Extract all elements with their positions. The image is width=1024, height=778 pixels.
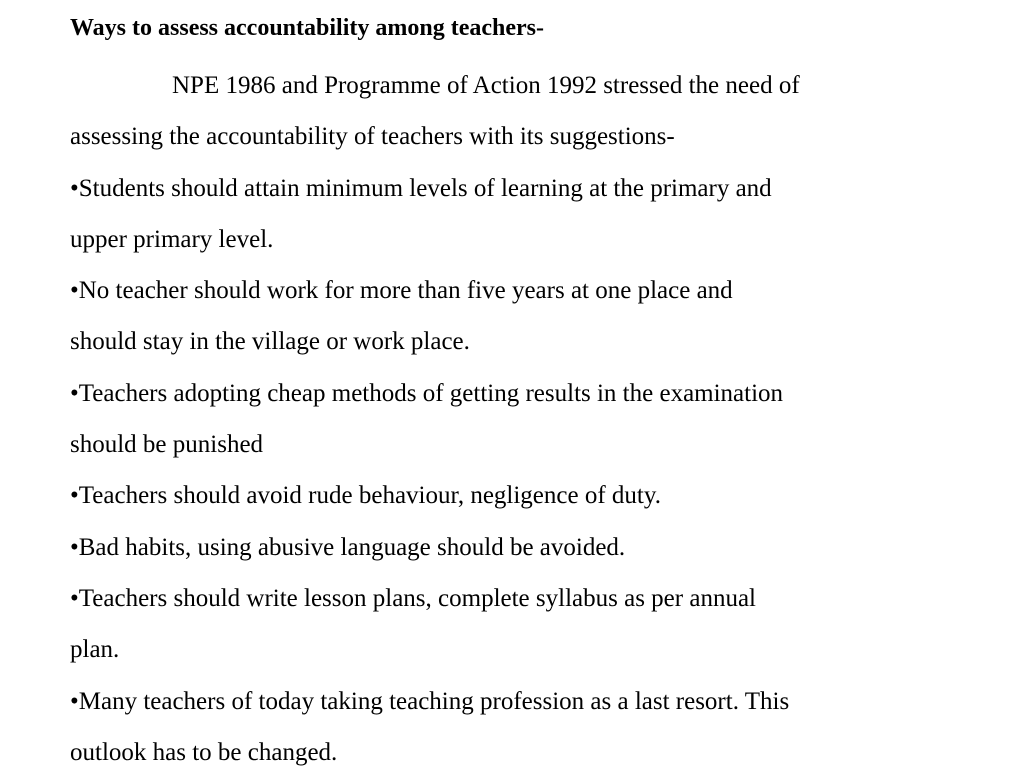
bullet-4-line-1: •Teachers should avoid rude behaviour, negligence of duty. [70,482,661,510]
bullet-6-line-2: plan. [70,636,120,664]
bullet-6-line-1: •Teachers should write lesson plans, complete syllabus as per annual [70,584,756,612]
bullet-5-line-1: •Bad habits, using abusive language should be avoided. [70,533,626,561]
intro-line-1: NPE 1986 and Programme of Action 1992 stressed the need of [172,72,800,99]
bullet-1-line-2: upper primary level. [70,225,274,253]
intro-line-2: assessing the accountability of teachers with its suggestions- [70,123,675,151]
slide-body [70,60,970,778]
bullet-2-line-2: should stay in the village or work place. [70,328,470,356]
bullet-3-line-1: •Teachers adopting cheap methods of getting results in the examination [70,379,784,407]
bullet-7-line-1: •Many teachers of today taking teaching profession as a last resort. This [70,687,790,715]
bullet-1-line-1: •Students should attain minimum levels of learning at the primary and [70,174,772,202]
bullet-2-line-1: •No teacher should work for more than five years at one place and [70,277,733,305]
bullet-7-line-2: outlook has to be changed. [70,738,338,766]
bullet-3-line-2: should be punished [70,431,264,459]
slide-title: Ways to assess accountability among teachers- [70,15,544,41]
